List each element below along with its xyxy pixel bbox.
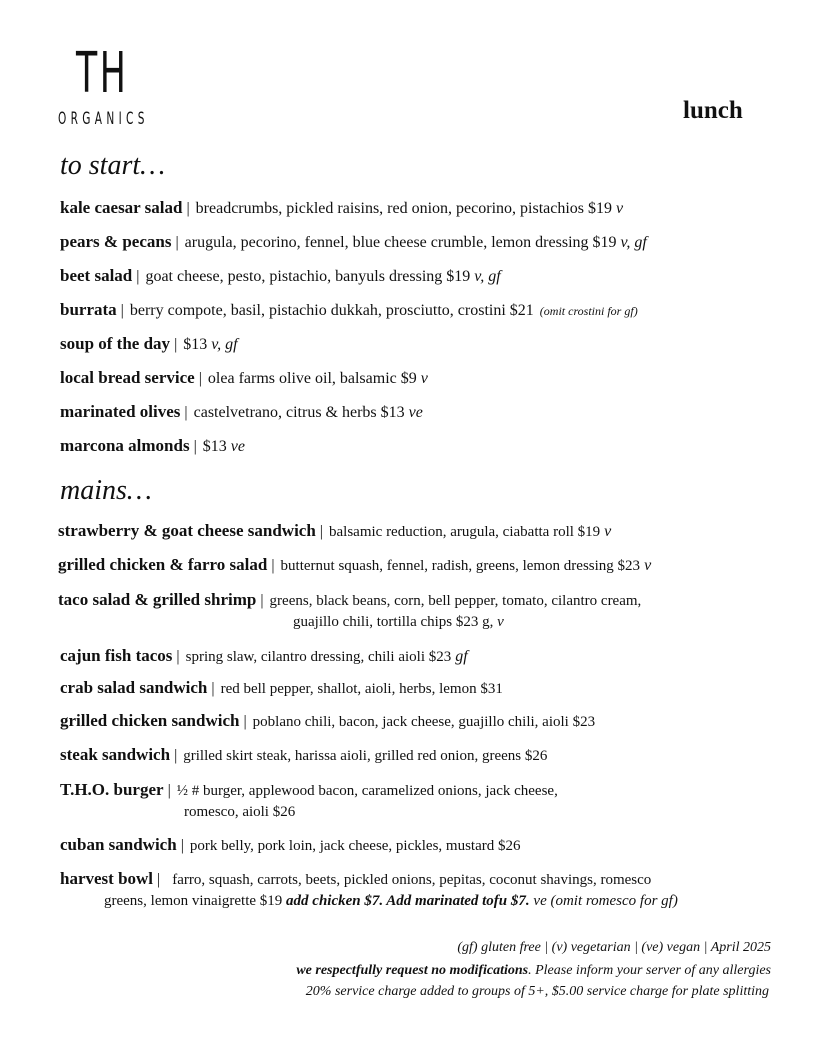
item-desc: greens, black beans, corn, bell pepper, tomato, cilantro cream,	[269, 593, 642, 609]
menu-item: T.H.O. burger | ½ # burger, applewood bacon, caramelized onions, jack cheese, romesco, aioli $26	[60, 780, 558, 820]
item-name: T.H.O. burger	[60, 780, 164, 799]
item-name: burrata	[60, 300, 117, 319]
menu-item: local bread service | olea farms olive oil, balsamic $9 v	[60, 368, 428, 387]
item-name: strawberry & goat cheese sandwich	[58, 521, 316, 540]
allergy-note: . Please inform your server of any allergies	[528, 963, 771, 978]
menu-item: grilled chicken & farro salad | butternut squash, fennel, radish, greens, lemon dressing $23 v	[58, 555, 652, 574]
item-name: steak sandwich	[60, 745, 171, 764]
item-desc: pork belly, pork loin, jack cheese, pickles, mustard $26	[189, 838, 521, 854]
item-note: (omit crostini for gf)	[539, 304, 638, 318]
add-on-note: add chicken $7. Add marinated tofu $7.	[286, 893, 530, 909]
item-name: kale caesar salad	[60, 198, 183, 217]
item-desc: goat cheese, pesto, pistachio, banyuls dressing $19	[145, 268, 471, 285]
section-title-mains: mains…	[60, 475, 152, 506]
menu-item: beet salad | goat cheese, pesto, pistachio, banyuls dressing $19 v, gf	[60, 266, 501, 285]
item-name: grilled chicken & farro salad	[58, 555, 268, 574]
item-name: cajun fish tacos	[60, 646, 173, 665]
diet-tag: v, gf	[620, 234, 647, 251]
item-name: harvest bowl	[60, 869, 154, 888]
diet-tag: ve	[230, 438, 245, 455]
item-desc: butternut squash, fennel, radish, greens, lemon dressing $23	[280, 558, 641, 574]
menu-item: strawberry & goat cheese sandwich | balsamic reduction, arugula, ciabatta roll $19 v	[58, 521, 612, 540]
menu-item: marinated olives | castelvetrano, citrus & herbs $13 ve	[60, 402, 423, 421]
diet-tag: v	[644, 557, 652, 574]
diet-legend: (gf) gluten free | (v) vegetarian | (ve) vegan | April 2025	[457, 940, 771, 955]
item-desc: ½ # burger, applewood bacon, caramelized onions, jack cheese,	[176, 783, 558, 799]
item-desc-cont: greens, lemon vinaigrette $19	[104, 893, 283, 909]
menu-item: burrata | berry compote, basil, pistachio dukkah, prosciutto, crostini $21 (omit crostini for gf)	[60, 300, 638, 319]
item-desc: $13	[183, 336, 208, 353]
item-desc: olea farms olive oil, balsamic $9	[207, 370, 417, 387]
item-name: grilled chicken sandwich	[60, 711, 240, 730]
modifications-note	[296, 963, 771, 979]
diet-tag: v	[616, 200, 624, 217]
item-name: crab salad sandwich	[60, 678, 208, 697]
item-desc-cont: romesco, aioli $26	[184, 804, 296, 820]
menu-item: marcona almonds | $13 ve	[60, 436, 245, 455]
item-desc: farro, squash, carrots, beets, pickled onions, pepitas, coconut shavings, romesco	[172, 872, 652, 888]
menu-item: taco salad & grilled shrimp | greens, black beans, corn, bell pepper, tomato, cilantro cream, guajillo chili, tortilla chips $23 g, v	[58, 590, 642, 630]
item-name: marcona almonds	[60, 436, 190, 455]
diet-tag: ve	[408, 404, 423, 421]
item-name: marinated olives	[60, 402, 181, 421]
menu-item: cajun fish tacos | spring slaw, cilantro dressing, chili aioli $23 gf	[60, 646, 468, 665]
menu-item: pears & pecans | arugula, pecorino, fennel, blue cheese crumble, lemon dressing $19 v, gf	[60, 232, 647, 251]
logo-mark: TH	[76, 41, 129, 106]
menu-item: soup of the day | $13 v, gf	[60, 334, 238, 353]
diet-tag: v	[497, 614, 504, 630]
item-desc: castelvetrano, citrus & herbs $13	[193, 404, 405, 421]
item-desc: grilled skirt steak, harissa aioli, grilled red onion, greens $26	[183, 748, 548, 764]
modifications-bold: we respectfully request no modifications	[296, 963, 529, 978]
section-title-starters: to start…	[60, 150, 166, 181]
diet-tag: v, gf	[474, 268, 501, 285]
item-name: local bread service	[60, 368, 195, 387]
th-organics-logo	[58, 41, 158, 129]
item-desc: arugula, pecorino, fennel, blue cheese crumble, lemon dressing $19	[184, 234, 617, 251]
diet-tag: v	[420, 370, 428, 387]
menu-item: grilled chicken sandwich | poblano chili, bacon, jack cheese, guajillo chili, aioli $23	[60, 711, 596, 730]
item-name: taco salad & grilled shrimp	[58, 590, 257, 609]
item-desc: red bell pepper, shallot, aioli, herbs, lemon $31	[220, 681, 503, 697]
item-desc: breadcrumbs, pickled raisins, red onion, pecorino, pistachios $19	[195, 200, 613, 217]
item-name: cuban sandwich	[60, 835, 177, 854]
menu-item: cuban sandwich | pork belly, pork loin, jack cheese, pickles, mustard $26	[60, 835, 521, 854]
menu-title: lunch	[683, 97, 743, 124]
menu-item: kale caesar salad | breadcrumbs, pickled raisins, red onion, pecorino, pistachios $19 v	[60, 198, 624, 217]
item-desc-cont: guajillo chili, tortilla chips $23 g,	[293, 614, 494, 630]
item-desc: poblano chili, bacon, jack cheese, guajillo chili, aioli $23	[252, 714, 596, 730]
diet-tag: v, gf	[211, 336, 238, 353]
diet-tag: ve (omit romesco for gf)	[533, 893, 678, 909]
logo-subtitle: ORGANICS	[58, 109, 149, 129]
item-name: beet salad	[60, 266, 133, 285]
item-desc: $13	[202, 438, 227, 455]
item-desc: spring slaw, cilantro dressing, chili aioli $23	[185, 649, 452, 665]
item-desc: balsamic reduction, arugula, ciabatta roll $19	[329, 524, 601, 540]
service-charge-note: 20% service charge added to groups of 5+, $5.00 service charge for plate splitting	[305, 984, 769, 999]
menu-item: harvest bowl | farro, squash, carrots, beets, pickled onions, pepitas, coconut shavings, romesco greens, lemon vinaigrette $19 add chicken $7. Add marinated tofu $7. ve (omit romesco for gf)	[60, 869, 678, 909]
diet-tag: v	[604, 523, 612, 540]
item-name: pears & pecans	[60, 232, 172, 251]
diet-tag: gf	[455, 648, 468, 665]
menu-item: steak sandwich | grilled skirt steak, harissa aioli, grilled red onion, greens $26	[60, 745, 548, 764]
item-name: soup of the day	[60, 334, 171, 353]
menu-item: crab salad sandwich | red bell pepper, shallot, aioli, herbs, lemon $31	[60, 678, 503, 697]
item-desc: berry compote, basil, pistachio dukkah, prosciutto, crostini $21	[129, 302, 534, 319]
